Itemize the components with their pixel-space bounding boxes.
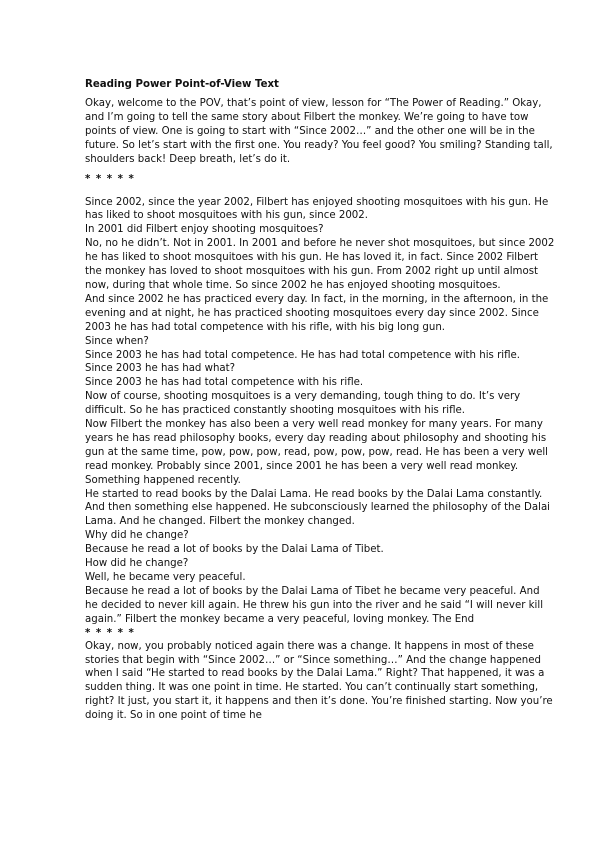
story-paragraph: Well, he became very peaceful. — [85, 572, 246, 583]
story-paragraph: He started to read books by the Dalai Lama. He read books by the Dalai Lama constantly. And then something else happened. He subconsciously learned the philosophy of the Dalai Lama. And he changed. Filbert the monkey changed. — [85, 488, 551, 528]
intro-paragraph: Okay, welcome to the POV, that’s point of view, lesson for “The Power of Reading.” Okay, and I’m going to tell the same story about Filbert the monkey. We’re going to have tow points of view. One is going to start with “Since 2002…” and the other one will be in the future. So let’s start with the first one. You ready? You feel good? You smiling? Standing tall, shoulders back! Deep breath, let’s do it. — [85, 98, 553, 165]
story-paragraph: Because he read a lot of books by the Dalai Lama of Tibet. — [85, 544, 384, 556]
story-paragraph: Since 2002, since the year 2002, Filbert has enjoyed shooting mosquitoes with his gun. He has liked to shoot mosquitoes with his gun, since 2002. — [85, 196, 549, 222]
story-paragraph: And since 2002 he has practiced every day. In fact, in the morning, in the afternoon, in the evening and at night, he has practiced shooting mosquitoes every day since 2002. Since 2003 he has had total competence with his rifle, with his big long gun. — [85, 293, 549, 333]
story-paragraph: Since 2003 he has had total competence with his rifle. — [85, 377, 364, 389]
document-title: Reading Power Point-of-View Text — [85, 79, 279, 90]
story-paragraph: Now of course, shooting mosquitoes is a very demanding, tough thing to do. It’s very difficult. So he has practiced constantly shooting mosquitoes with his rifle. — [85, 391, 521, 417]
section-separator: * * * * * — [85, 627, 135, 639]
story-question: Since when? — [85, 335, 149, 347]
story-question: Since 2003 he has had what? — [85, 363, 236, 375]
document-page — [85, 78, 555, 723]
closing-paragraph: Okay, now, you probably noticed again there was a change. It happens in most of these stories that begin with “Since 2002…” or “Since something…” And the change happened when I said “He started to read books by the Dalai Lama.” Right? That happened, it was a sudden thing. It was one point in time. He started. You can’t continually start something, right? It just, you start it, it happens and then it’s done. You’re finished starting. Now you’re doing it. So in one point of time he — [85, 640, 553, 722]
story-paragraph: Since 2003 he has had total competence. He has had total competence with his rifle. — [85, 349, 521, 361]
story-paragraph: Because he read a lot of books by the Dalai Lama of Tibet he became very peaceful. And he decided to never kill again. He threw his gun into the river and he said “I will never kill again.” Filbert the monkey became a very peaceful, loving monkey. The End — [85, 585, 544, 625]
story-question: In 2001 did Filbert enjoy shooting mosquitoes? — [85, 224, 324, 236]
story-question: How did he change? — [85, 558, 189, 570]
story-paragraph: Now Filbert the monkey has also been a very well read monkey for many years. For many years he has read philosophy books, every day reading about philosophy and shooting his gun at the same time, pow, pow, pow, read, pow, pow, pow, read. He has been a very well read monkey. Probably since 2001, since 2001 he has been a very well read monkey. Something happened recently. — [85, 419, 549, 486]
story-paragraph: No, no he didn’t. Not in 2001. In 2001 and before he never shot mosquitoes, but since 2002 he has liked to shoot mosquitoes with his gun. He has loved it, in fact. Since 2002 Filbert the monkey has loved to shoot mosquitoes with his gun. From 2002 right up until almost now, during that whole time. So since 2002 he has enjoyed shooting mosquitoes. — [85, 238, 555, 291]
story-question: Why did he change? — [85, 530, 189, 542]
section-separator: * * * * * — [85, 173, 135, 185]
